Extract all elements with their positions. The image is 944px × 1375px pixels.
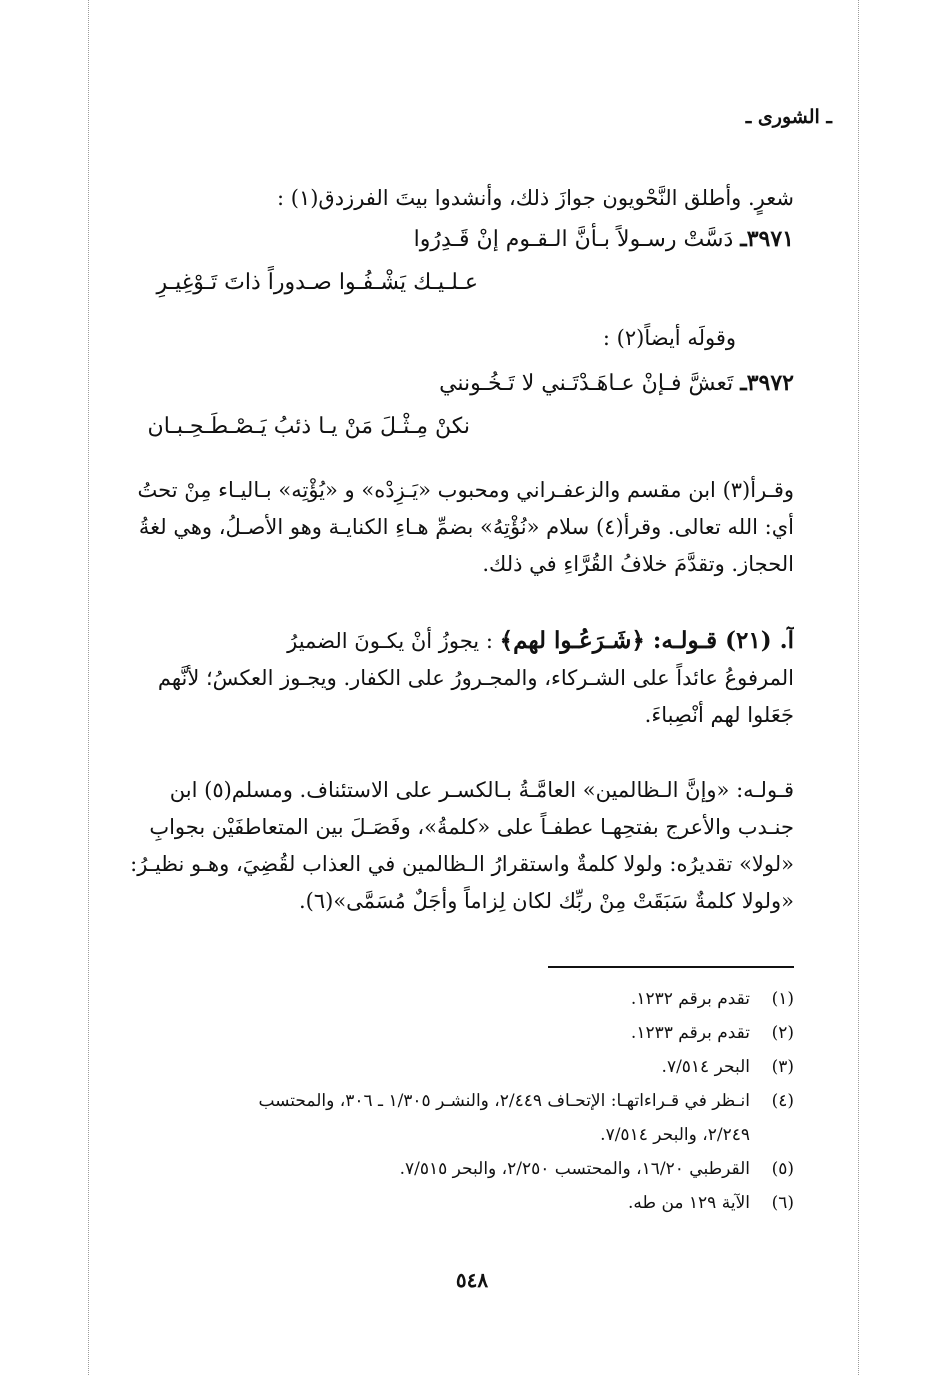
intro-paragraph: [112, 180, 794, 217]
right-margin-line: [858, 0, 859, 1375]
footnote-number: (٤): [771, 1091, 794, 1111]
verse-3972-first: [439, 370, 794, 396]
page-number: ٥٤٨: [455, 1268, 489, 1292]
footnote-2: [104, 1016, 794, 1050]
paragraph-line: قـولـه: «وإنَّ الـظالمين» العامَّـةُ بـالكسـر على الاستئناف. ومسلم(٥) ابن: [169, 778, 794, 802]
running-header: ـ الشورى ـ: [745, 106, 832, 128]
verse-3972-second: [148, 414, 470, 439]
paragraph-line: أي: الله تعالى. وقرأ(٤) سلام «نُؤْتِهُ» بضمِّ هـاءِ الكنايـة وهو الأصـلُ، وهي لغةُ: [138, 515, 794, 539]
paragraph-heading-line: [112, 622, 794, 660]
footnote-3: [104, 1050, 794, 1084]
footnote-text: انـظر في قـراءاتهـا: الإتحـاف ٢/٤٤٩، والنشـر ١/٣٠٥ ـ ٣٠٦، والمحتسب: [258, 1091, 750, 1111]
paragraph-line: الحجاز. وتقدَّمَ خلافُ القُرَّاءِ في ذلك.: [482, 552, 794, 576]
left-margin-line: [88, 0, 89, 1375]
verse-number: ٣٩٧٢ـ: [740, 370, 794, 396]
footnote-separator: [548, 966, 794, 968]
footnote-text: الآية ١٢٩ من طه.: [628, 1193, 750, 1213]
paragraph-line: جَعَلوا لهم أنْصِباءَ.: [644, 703, 794, 727]
footnote-text: تقدم برقم ١٢٣٢.: [630, 989, 750, 1009]
verse-hemistich: عـلـيـك يَشْـفُـوا صـدوراً ذاتَ تَـوْغِيـرِ: [156, 270, 478, 295]
footnote-text: تقدم برقم ١٢٣٣.: [630, 1023, 750, 1043]
verse-hemistich: نكنْ مِـثْـلَ مَنْ يـا ذئبُ يَـصْـطَـحِـبـان: [147, 414, 470, 439]
verse-number: ٣٩٧١ـ: [740, 226, 794, 252]
paragraph-line: وقـرأ(٣) ابن مقسم والزعفـراني ومحبوب «يَـزِدْه» و «يُؤْتِه» بـاليـاء مِنْ تحتُ: [137, 478, 794, 502]
footnotes: [104, 982, 794, 1220]
paragraph-readings: [112, 472, 794, 583]
footnote-6: [104, 1186, 794, 1220]
footnote-4-continued: [104, 1118, 794, 1152]
verse-hemistich: دَسَّتْ رسـولاً بـأنَّ الـقـوم إنْ قَـدِرُوا: [413, 227, 734, 252]
paragraph-verse-21: [112, 622, 794, 734]
footnote-number: (٣): [771, 1057, 794, 1077]
verse-hemistich: تَعشَّ فـإنْ عـاهَـدْتَـني لا تَـخُـونني: [439, 371, 734, 396]
verse-3971-first: [414, 226, 794, 252]
paragraph-line: : يجوزُ أنْ يكـونَ الضميرُ: [287, 629, 493, 653]
footnote-text: القرطبي ١٦/٢٠، والمحتسب ٢/٢٥٠، والبحر ٧/٥١٥.: [399, 1159, 750, 1179]
paragraph-zalimin: [112, 772, 794, 920]
footnote-1: [104, 982, 794, 1016]
footnote-5: [104, 1152, 794, 1186]
also-text: وقولَه أيضاً(٢) :: [602, 326, 736, 350]
verse-reference: آ. (٢١) قـولـه: ﴿شَـرَعُـوا لهم﴾: [499, 627, 794, 654]
paragraph-line: جنـدب والأعرج بفتحِهـا عطفـاً على «كلمةُ»، وفَصَـلَ بين المتعاطفَيْن بجوابِ: [149, 815, 794, 839]
footnote-4: [104, 1084, 794, 1118]
footnote-text: البحر ٧/٥١٤.: [661, 1057, 750, 1077]
also-line: [603, 326, 736, 350]
paragraph-line: المرفوعُ عائداً على الشـركاء، والمجـرورُ على الكفار. ويجـوز العكسُ؛ لأنَّهم: [157, 666, 794, 690]
footnote-number: (٦): [771, 1193, 794, 1213]
footnote-number: (٥): [771, 1159, 794, 1179]
verse-3971-second: [157, 270, 478, 295]
paragraph-line: «ولولا كلمةٌ سَبَقَتْ مِنْ ربِّك لكان لِزاماً وأجَلٌ مُسَمَّى»(٦).: [298, 889, 794, 913]
footnote-text: ٢/٢٤٩، والبحر ٧/٥١٤.: [600, 1125, 750, 1145]
paragraph-line: «لولا» تقديرُه: ولولا كلمةٌ واستقرارُ الـظالمين في العذاب لقُضِيَ، وهـو نظيـرُ:: [130, 852, 794, 876]
footnote-number: (١): [771, 989, 794, 1009]
footnote-number: (٢): [771, 1023, 794, 1043]
intro-line: شعرٍ. وأطلق النَّحْويون جوازَ ذلك، وأنشدوا بيتَ الفرزدق(١) :: [276, 186, 794, 210]
